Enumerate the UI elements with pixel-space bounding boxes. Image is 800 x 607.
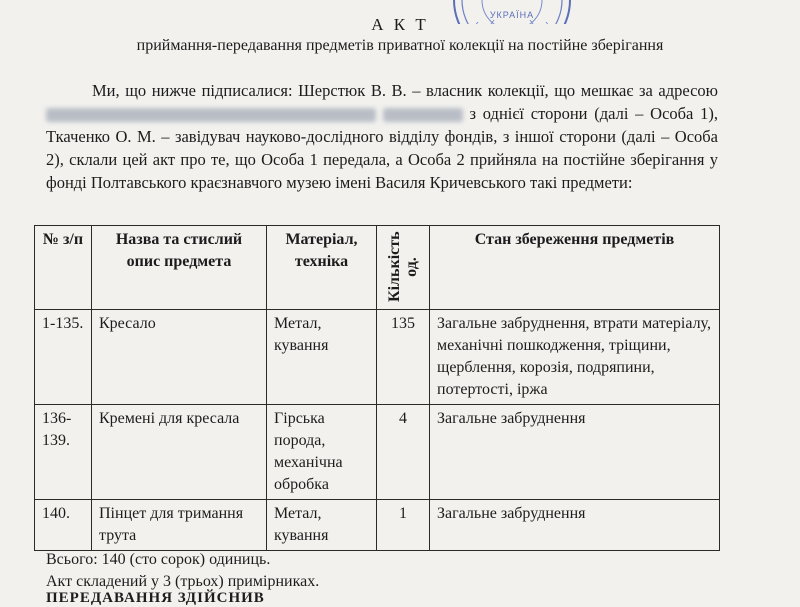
header-material: Матеріал, техніка [267, 226, 377, 310]
header-qty-cell [377, 226, 430, 310]
row-qty: 135 [377, 310, 430, 405]
row-state: Загальне забруднення, втрати матеріалу, механічні пошкодження, тріщини, щерблення, корозія, подряпини, потертості, іржа [430, 310, 720, 405]
footer-total: Всього: 140 (сто сорок) одиниць. [46, 551, 271, 568]
row-qty: 1 [377, 500, 430, 551]
row-qty: 4 [377, 405, 430, 500]
row-num: 1-135. [35, 310, 92, 405]
row-num: 140. [35, 500, 92, 551]
header-num: № з/п [35, 226, 92, 310]
stamp-text: УКРАЇНА [489, 10, 535, 20]
row-name: Кремені для кресала [92, 405, 267, 500]
header-qty: Кількість од. [386, 231, 420, 302]
row-num: 136-139. [35, 405, 92, 500]
items-table [34, 225, 720, 551]
row-state: Загальне забруднення [430, 500, 720, 551]
row-material: Гірська порода, механічна обробка [267, 405, 377, 500]
row-name: Кресало [92, 310, 267, 405]
row-material: Метал, кування [267, 310, 377, 405]
redacted-address-2 [383, 108, 463, 122]
document-subtitle: приймання-передавання предметів приватної колекції на постійне зберігання [136, 37, 664, 54]
header-state: Стан збереження предметів [430, 226, 720, 310]
table-row [35, 500, 720, 551]
intro-paragraph [46, 79, 718, 194]
footer-text [46, 549, 319, 593]
row-name: Пінцет для тримання трута [92, 500, 267, 551]
redacted-address [46, 108, 376, 122]
table-row [35, 310, 720, 405]
footer-partial-heading: ПЕРЕДАВАННЯ ЗДІЙСНИВ [46, 590, 265, 606]
document-title: А К Т [371, 15, 429, 34]
table-row [35, 405, 720, 500]
header-name: Назва та стислий опис предмета [92, 226, 267, 310]
row-material: Метал, кування [267, 500, 377, 551]
intro-text-2: з однієї сторони (далі – Особа 1), Ткаченко О. М. – завідувач науково-дослідного відділу фондів, з іншої сторони (далі – Особа 2), склали цей акт про те, що Особа 1 передала, а Особа 2 прийняла на постійне зберігання у фонді Полтавського краєзнавчого музею імені Василя Кричевського такі предмети: [46, 104, 718, 192]
table-header-row [35, 226, 720, 310]
row-state: Загальне забруднення [430, 405, 720, 500]
footer-copies: Акт складений у 3 (трьох) примірниках. [46, 573, 320, 590]
intro-text-1: Ми, що нижче підписалися: Шерстюк В. В. – власник колекції, що мешкає за адресою [92, 81, 718, 100]
